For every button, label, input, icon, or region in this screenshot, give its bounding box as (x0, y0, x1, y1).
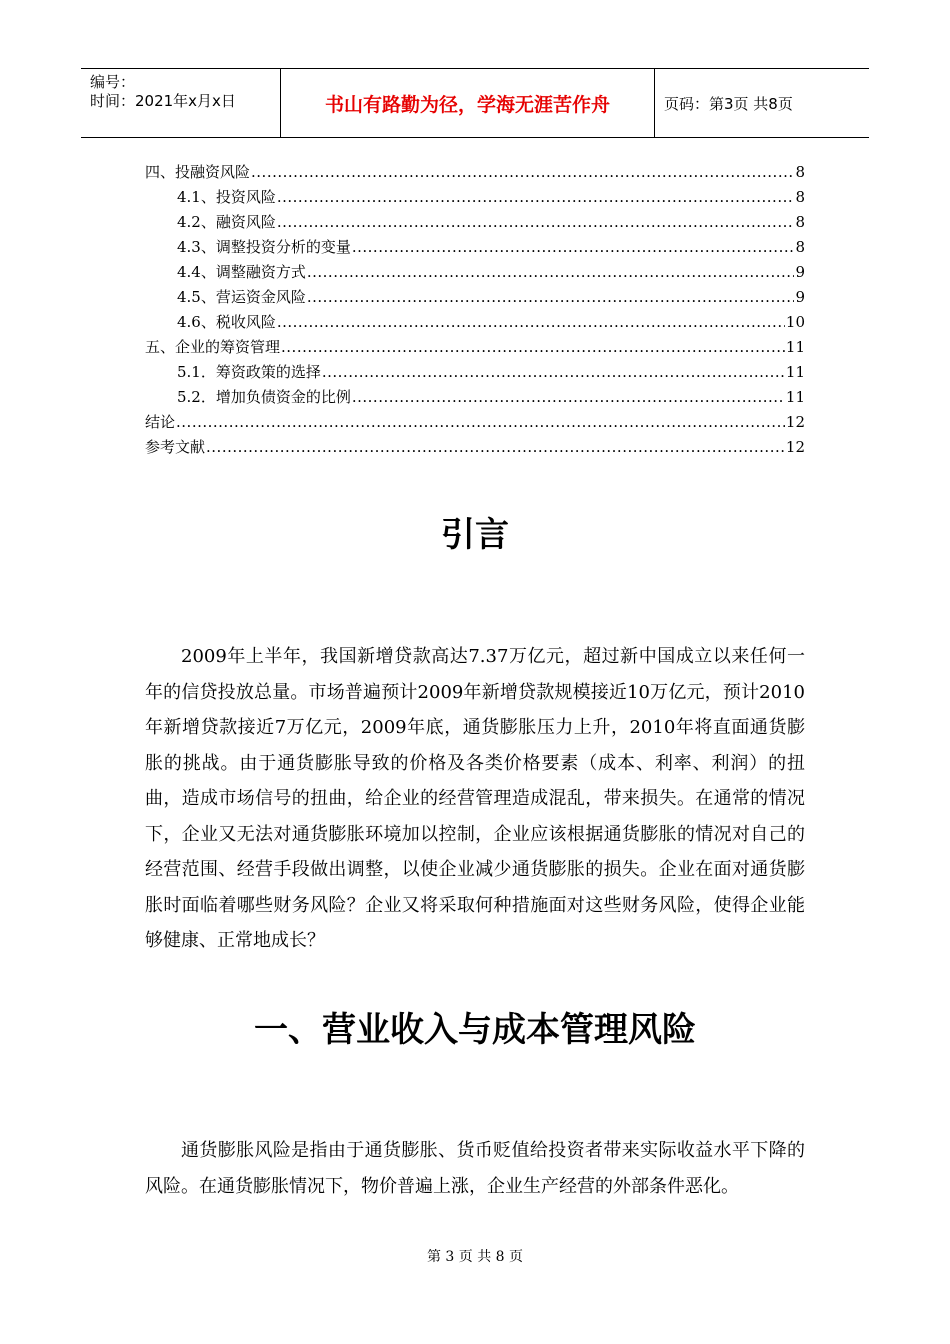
toc-entry-page: 12 (785, 413, 805, 431)
toc-entry-title: 参考文献 (145, 438, 206, 456)
toc-dot-leader (277, 310, 785, 335)
toc-entry-page: 9 (795, 288, 805, 306)
toc-dot-leader (277, 185, 795, 210)
section-1-heading: 一、营业收入与成本管理风险 (254, 1010, 696, 1050)
intro-paragraph: 2009年上半年，我国新增贷款高达7.37万亿元，超过新中国成立以来任何一年的信贷投放总量。市场普遍预计2009年新增贷款规模接近10万亿元，预计2010年新增贷款接近7万亿元，2009年底，通货膨胀压力上升，2010年将直面通货膨胀的挑战。由于通货膨胀导致的价格及各类价格要素（成本、利率、利润）的扭曲，造成市场信号的扭曲，给企业的经营管理造成混乱，带来损失。在通常的情况下，企业又无法对通货膨胀环境加以控制，企业应该根据通货膨胀的情况对自己的经营范围、经营手段做出调整，以使企业减少通货膨胀的损失。企业在面对通货膨胀时面临着哪些财务风险？企业又将采取何种措施面对这些财务风险，使得企业能够健康、正常地成长？ (145, 646, 805, 951)
toc-entry[interactable] (145, 185, 805, 210)
toc-entry-page: 9 (795, 263, 805, 281)
header-table (81, 68, 869, 138)
toc-entry-title: 五、企业的筹资管理 (145, 338, 281, 356)
section-1-paragraph: 通货膨胀风险是指由于通货膨胀、货币贬值给投资者带来实际收益水平下降的风险。在通货膨胀情况下，物价普遍上涨，企业生产经营的外部条件恶化。 (145, 1140, 805, 1197)
toc-entry[interactable] (145, 235, 805, 260)
toc-dot-leader (322, 360, 785, 385)
toc-dot-leader (352, 385, 785, 410)
toc-entry-title: 4.1、投资风险 (177, 188, 276, 206)
toc-entry-title: 4.6、税收风险 (177, 313, 276, 331)
toc-entry-page: 8 (795, 213, 805, 231)
toc-entry-title: 4.3、调整投资分析的变量 (177, 238, 351, 256)
toc-entry[interactable] (145, 360, 805, 385)
toc-entry[interactable] (145, 335, 805, 360)
doc-number-label: 编号： (90, 73, 136, 91)
toc-entry[interactable] (145, 310, 805, 335)
toc-dot-leader (281, 335, 785, 360)
toc-entry-title: 4.2、融资风险 (177, 213, 276, 231)
toc-entry-page: 11 (785, 338, 805, 356)
table-of-contents (145, 160, 805, 460)
toc-entry[interactable] (145, 260, 805, 285)
header-motto: 书山有路勤为径，学海无涯苦作舟 (281, 69, 655, 137)
toc-entry[interactable] (145, 160, 805, 185)
toc-dot-leader (251, 160, 794, 185)
toc-entry-title: 四、投融资风险 (145, 163, 251, 181)
date-label: 时间：2021年x月x日 (90, 92, 236, 110)
toc-entry[interactable] (145, 410, 805, 435)
toc-entry-page: 12 (785, 438, 805, 456)
toc-dot-leader (307, 260, 795, 285)
header-page-info: 页码：第3页 共8页 (664, 94, 793, 113)
page-footer: 第 3 页 共 8 页 (426, 1249, 524, 1265)
intro-heading: 引言 (441, 515, 509, 555)
toc-dot-leader (206, 435, 785, 460)
toc-entry[interactable] (145, 285, 805, 310)
toc-entry-page: 11 (785, 388, 805, 406)
toc-entry-page: 11 (785, 363, 805, 381)
toc-entry-title: 5.1．筹资政策的选择 (177, 363, 321, 381)
header-left-cell (81, 69, 281, 137)
toc-entry[interactable] (145, 435, 805, 460)
toc-entry-title: 5.2．增加负债资金的比例 (177, 388, 351, 406)
toc-dot-leader (176, 410, 785, 435)
toc-entry-title: 4.5、营运资金风险 (177, 288, 306, 306)
toc-entry[interactable] (145, 210, 805, 235)
toc-entry-page: 10 (785, 313, 805, 331)
toc-entry-page: 8 (795, 188, 805, 206)
toc-entry[interactable] (145, 385, 805, 410)
toc-dot-leader (307, 285, 795, 310)
toc-entry-page: 8 (795, 163, 805, 181)
toc-entry-page: 8 (795, 238, 805, 256)
toc-entry-title: 4.4、调整融资方式 (177, 263, 306, 281)
toc-entry-title: 结论 (145, 413, 176, 431)
toc-dot-leader (277, 210, 795, 235)
toc-dot-leader (352, 235, 795, 260)
